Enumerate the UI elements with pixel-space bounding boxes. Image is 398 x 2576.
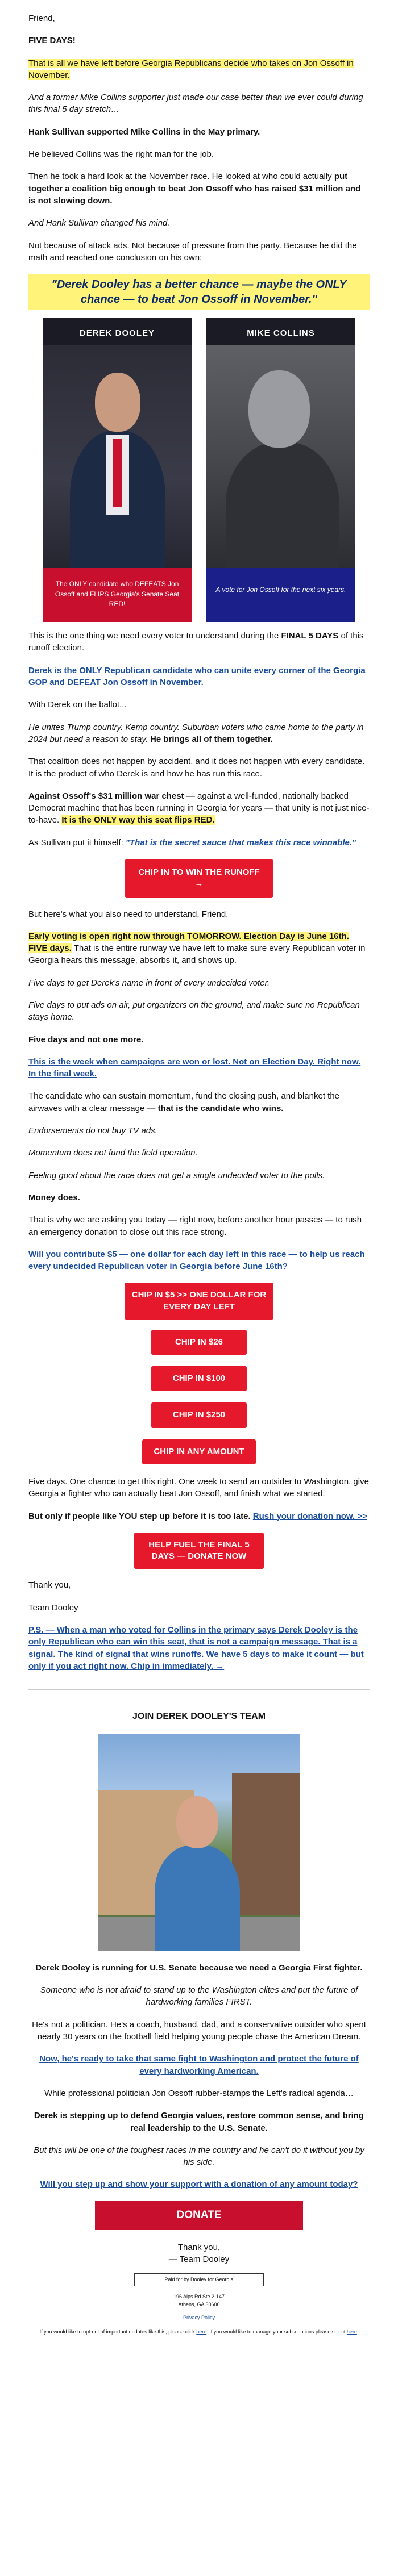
team-signature: — Team Dooley (168, 2254, 230, 2264)
team-text-1: Derek Dooley is running for U.S. Senate because we need a Georgia First fighter. (35, 1963, 363, 1973)
contribute-five-link[interactable]: Will you contribute $5 — one dollar for each day left in this race — to help us reach every undecided Republican voter in Georgia before June 16th? (28, 1249, 365, 1272)
money-line: Money does. (28, 1192, 80, 1203)
one-chance-para: Five days. One chance to get this right. One week to send an outsider to Washington, give Georgia a fighter who can actually beat Jon Ossoff, and finish what we started. (28, 1476, 369, 1499)
intro-line-5-b: put together a coalition big enough to beat Jon Ossoff who has raised $31 million and is not slowing down. (28, 172, 361, 206)
headline: FIVE DAYS! (28, 36, 76, 46)
endorsements-line: Endorsements do not buy TV ads. (28, 1126, 157, 1136)
early-voting-para (28, 930, 370, 967)
five-days-2: Five days to put ads on air, put organizers on the ground, and make sure no Republican stays home. (28, 1000, 360, 1022)
five-days-3: Five days and not one more. (28, 1034, 144, 1045)
intro-line-5-a: Then he took a hard look at the November race. He looked at who could actually (28, 172, 334, 182)
coalition-accident: That coalition does not happen by accident, and it does not happen with every candidate. It is the product of who Derek is and how he has run this race. (28, 757, 365, 779)
pull-quote: "Derek Dooley has a better chance — maybe the ONLY chance — to beat Jon Ossoff in November." (28, 274, 370, 310)
signature: Team Dooley (28, 1602, 78, 1613)
thank-you: Thank you, (28, 1580, 71, 1590)
dooley-tie (113, 439, 122, 507)
with-derek: With Derek on the ballot... (28, 700, 127, 710)
final-days-b: FINAL 5 DAYS (281, 631, 339, 641)
candidate-comparison (28, 318, 370, 622)
address (28, 2293, 370, 2308)
war-chest-b: — against a well-funded, nationally backed Democrat machine that has been running in Georgia for years — that unity is not just nice-to-have. (28, 791, 370, 825)
won-or-lost-link[interactable]: This is the week when campaigns are won or lost. Not on Election Day. Right now. In the final week. (28, 1057, 361, 1079)
ps-para (28, 1624, 370, 1672)
final-days-text (28, 630, 370, 654)
dooley-photo (43, 345, 192, 568)
coalition-para (28, 721, 370, 746)
opt-out-a: If you would like to opt-out of important updates like this, please click (39, 2328, 197, 2335)
team-link-8[interactable]: Will you step up and show your support with a donation of any amount today? (40, 2180, 358, 2190)
team-text-7: But this will be one of the toughest races in the country and he can't do it without you by his side. (34, 2145, 364, 2168)
collins-card (206, 318, 355, 622)
divider (28, 1689, 370, 1690)
address-line-2: Athens, GA 30606 (178, 2301, 220, 2307)
opt-out-text (28, 2328, 370, 2336)
momentum-b: that is the candidate who wins. (157, 1103, 284, 1113)
intro-line-6: And Hank Sullivan changed his mind. (28, 218, 170, 228)
step-up-para (28, 1510, 370, 1522)
intro-line-2: And a former Mike Collins supporter just made our case better than we ever could during this final 5 day stretch… (28, 93, 363, 115)
collins-name: MIKE COLLINS (247, 328, 315, 339)
intro-line-3: Hank Sullivan supported Mike Collins in the May primary. (28, 127, 260, 137)
contribute-para (28, 1249, 370, 1273)
chip-in-26-button[interactable]: CHIP IN $26 (151, 1330, 247, 1355)
chip-in-runoff-button[interactable]: CHIP IN TO WIN THE RUNOFF → (125, 859, 273, 898)
address-line-1: 196 Alps Rd Ste 2-147 (173, 2294, 225, 2300)
dooley-card (43, 318, 192, 622)
donate-button[interactable]: DONATE (95, 2201, 303, 2230)
dooley-name: DEREK DOOLEY (79, 328, 155, 339)
team-text-3: He's not a politician. He's a coach, husband, dad, and a conservative outsider who spent nearly 30 years on the football field helping young people chase the American Dream. (32, 2019, 366, 2042)
intro-highlight-text: That is all we have left before Georgia Republicans decide who takes on Jon Ossoff in November. (28, 58, 354, 80)
collins-caption: A vote for Jon Ossoff for the next six years. (206, 568, 355, 622)
collins-photo (206, 345, 355, 568)
final-days-a: This is the one thing we need every voter to understand during the (28, 631, 281, 641)
won-or-lost-para (28, 1056, 370, 1080)
unite-link[interactable]: Derek is the ONLY Republican candidate who can unite every corner of the Georgia GOP and DEFEAT Jon Ossoff in November. (28, 665, 366, 688)
final-days-c: of this runoff election. (28, 631, 364, 653)
sullivan-quote-para (28, 837, 370, 849)
asking-para: That is why we are asking you today — right now, before another hour passes — to rush an emergency donation to close out this race strong. (28, 1215, 362, 1237)
team-thank-you: Thank you, (177, 2242, 221, 2252)
manage-subscriptions-link[interactable]: here (346, 2328, 357, 2335)
war-chest-a: Against Ossoff's $31 million war chest (28, 791, 184, 801)
chip-in-any-button[interactable]: CHIP IN ANY AMOUNT (142, 1439, 256, 1464)
team-text-6: Derek is stepping up to defend Georgia values, restore common sense, and bring real leadership to the U.S. Senate. (34, 2111, 364, 2133)
five-days-1: Five days to get Derek's name in front of every undecided voter. (28, 978, 270, 988)
dooley-caption: The ONLY candidate who DEFEATS Jon Ossoff and FLIPS Georgia's Senate Seat RED! (43, 568, 192, 622)
intro-line-4: He believed Collins was the right man for the job. (28, 149, 214, 160)
chip-in-250-button[interactable]: CHIP IN $250 (151, 1402, 247, 1427)
dooley-head (95, 373, 140, 432)
team-link-4[interactable]: Now, he's ready to take that same fight to Washington and protect the future of every hardworking American. (39, 2054, 359, 2076)
collins-suit (226, 442, 339, 578)
intro-highlight (28, 57, 370, 82)
rush-donation-link[interactable]: Rush your donation now. >> (252, 1511, 367, 1521)
paid-for-box: Paid for by Dooley for Georgia (134, 2273, 264, 2286)
momentum-a: The candidate who can sustain momentum, fund the closing push, and blanket the airwaves with a clear message — (28, 1091, 340, 1113)
fuel-final-days-button[interactable]: HELP FUEL THE FINAL 5 DAYS — DONATE NOW (134, 1533, 264, 1569)
team-title: JOIN DEREK DOOLEY'S TEAM (132, 1711, 266, 1722)
feeling-line: Feeling good about the race does not get a single undecided voter to the polls. (28, 1170, 325, 1180)
team-text-5: While professional politician Jon Ossoff rubber-stamps the Left's radical agenda… (44, 2088, 354, 2098)
team-text-2: Someone who is not afraid to stand up to the Washington elites and put the future of hardworking families FIRST. (40, 1985, 358, 2007)
dooley-outdoor-photo (98, 1734, 300, 1951)
chip-in-100-button[interactable]: CHIP IN $100 (151, 1366, 247, 1391)
understand-para: But here's what you also need to understand, Friend. (28, 909, 229, 919)
photo-person-head (176, 1796, 218, 1848)
opt-out-c: . (356, 2328, 359, 2335)
privacy-row (28, 2314, 370, 2322)
momentum-para (28, 1090, 370, 1114)
secret-sauce-link[interactable]: "That is the secret sauce that makes this race winnable." (125, 837, 356, 847)
war-chest-c: It is the ONLY way this seat flips RED. (61, 815, 215, 825)
photo-person-shirt (155, 1845, 240, 1951)
greeting: Friend, (28, 14, 55, 23)
unite-link-para (28, 665, 370, 689)
chip-in-5-button[interactable]: CHIP IN $5 >> ONE DOLLAR FOR EVERY DAY LEFT (125, 1283, 273, 1320)
coalition-b: He brings all of them together. (147, 734, 273, 744)
step-up-a: But only if people like YOU step up before it is too late. (28, 1511, 253, 1521)
intro-line-5 (28, 170, 370, 207)
opt-out-b: . If you would like to manage your subscriptions please select (206, 2328, 347, 2335)
early-voting-a: Early voting is open right now through TOMORROW. Election Day is June 16th. FIVE days. (28, 931, 349, 954)
intro-line-7: Not because of attack ads. Not because of pressure from the party. Because he did the math and reached one conclusion on his own: (28, 240, 357, 262)
collins-head (248, 370, 310, 448)
war-chest-para (28, 790, 370, 826)
photo-building-right (232, 1773, 300, 1915)
sullivan-a: As Sullivan put it himself: (28, 837, 126, 847)
privacy-policy-link[interactable]: Privacy Policy (183, 2315, 215, 2321)
momentum-line: Momentum does not fund the field operation. (28, 1148, 198, 1158)
ps-link[interactable]: P.S. — When a man who voted for Collins in the primary says Derek Dooley is the only Republican who can win this seat, that is not a campaign message. That is a signal. The kind of signal that wins runoffs. We have 5 days to make it count — but only if you act right now. Chip in immediately. → (28, 1625, 364, 1671)
early-voting-b: That is the entire runway we have left to make sure every Republican voter in Georgia hears this message, absorbs it, and shows up. (28, 943, 366, 966)
coalition-a: He unites Trump country. Kemp country. Suburban voters who came home to the party in 2024 but need a reason to stay. (28, 722, 364, 744)
opt-out-link[interactable]: here (196, 2328, 207, 2335)
